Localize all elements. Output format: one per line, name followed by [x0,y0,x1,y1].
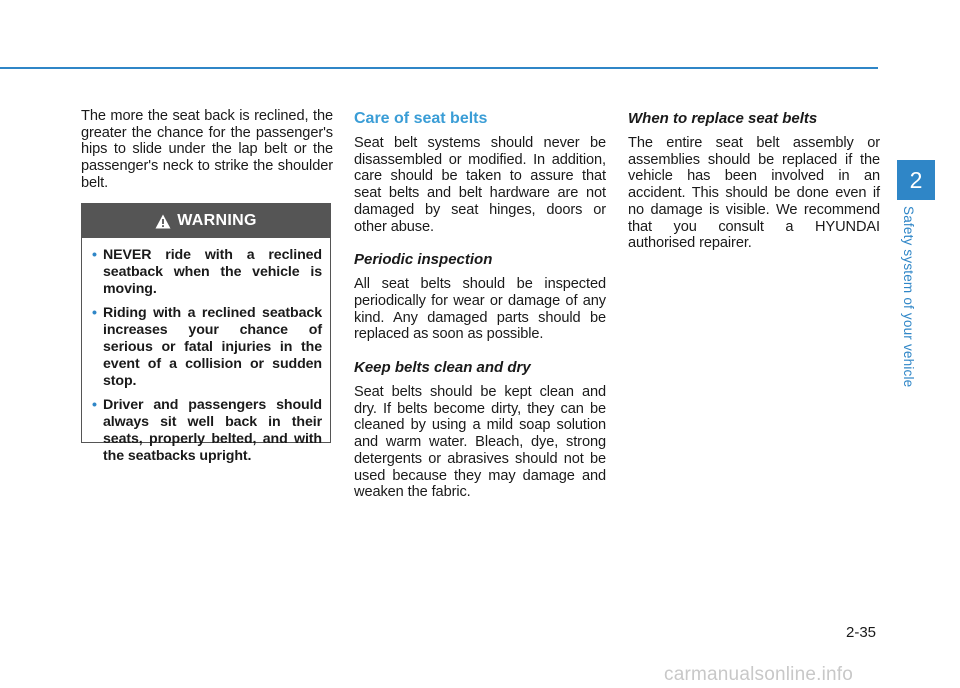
page-number: 2-35 [846,624,877,641]
chapter-side-title: Safety system of your vehicle [901,206,916,388]
bullet-icon: • [92,305,97,321]
care-paragraph: Seat belt systems should never be disassembled or modified. In addition, care should be taken to assure that seat belts and belt hardware are not damaged by seat hinges, doors or other abuse. [354,135,606,235]
chapter-tab [897,160,935,200]
warning-item: • Driver and passengers should always sit well back in their seats, properly belted, and with the seatbacks upright. [92,397,322,464]
warning-triangle-icon [155,214,171,229]
chapter-number: 2 [909,166,923,193]
column-3 [628,108,880,252]
replace-paragraph: The entire seat belt assembly or assemblies should be replaced if the vehicle has been involved in an accident. This should be done even if no damage is visible. We recommend that you consult a HYUNDAI authorised repairer. [628,135,880,252]
bullet-icon: • [92,397,97,413]
top-rule [0,67,878,69]
section-heading-care: Care of seat belts [354,110,488,127]
warning-header [82,204,330,238]
warning-item: • Riding with a reclined seatback increases your chance of serious or fatal injuries in the event of a collision or sudden stop. [92,305,322,389]
warning-list [82,238,330,465]
warning-box [81,203,331,464]
intro-paragraph: The more the seat back is reclined, the greater the chance for the passenger's hips to slide under the lap belt or the passenger's neck to strike the shoulder belt. [81,108,333,191]
subheading-clean-dry: Keep belts clean and dry [354,359,531,377]
periodic-paragraph: All seat belts should be inspected periodically for wear or damage of any kind. Any damaged parts should be replaced as soon as possible. [354,276,606,343]
bullet-icon: • [92,247,97,263]
warning-item: • NEVER ride with a reclined seatback when the vehicle is moving. [92,247,322,297]
watermark: carmanualsonline.info [664,664,854,685]
column-2 [354,108,606,501]
clean-paragraph: Seat belts should be kept clean and dry. If belts become dirty, they can be cleaned by using a mild soap solution and warm water. Bleach, dye, strong detergents or abrasives should not be used because they may damage and weaken the fabric. [354,384,606,501]
column-1 [81,108,333,192]
subheading-replace: When to replace seat belts [628,110,818,127]
subheading-periodic-inspection: Periodic inspection [354,251,493,269]
warning-title: WARNING [177,212,257,229]
